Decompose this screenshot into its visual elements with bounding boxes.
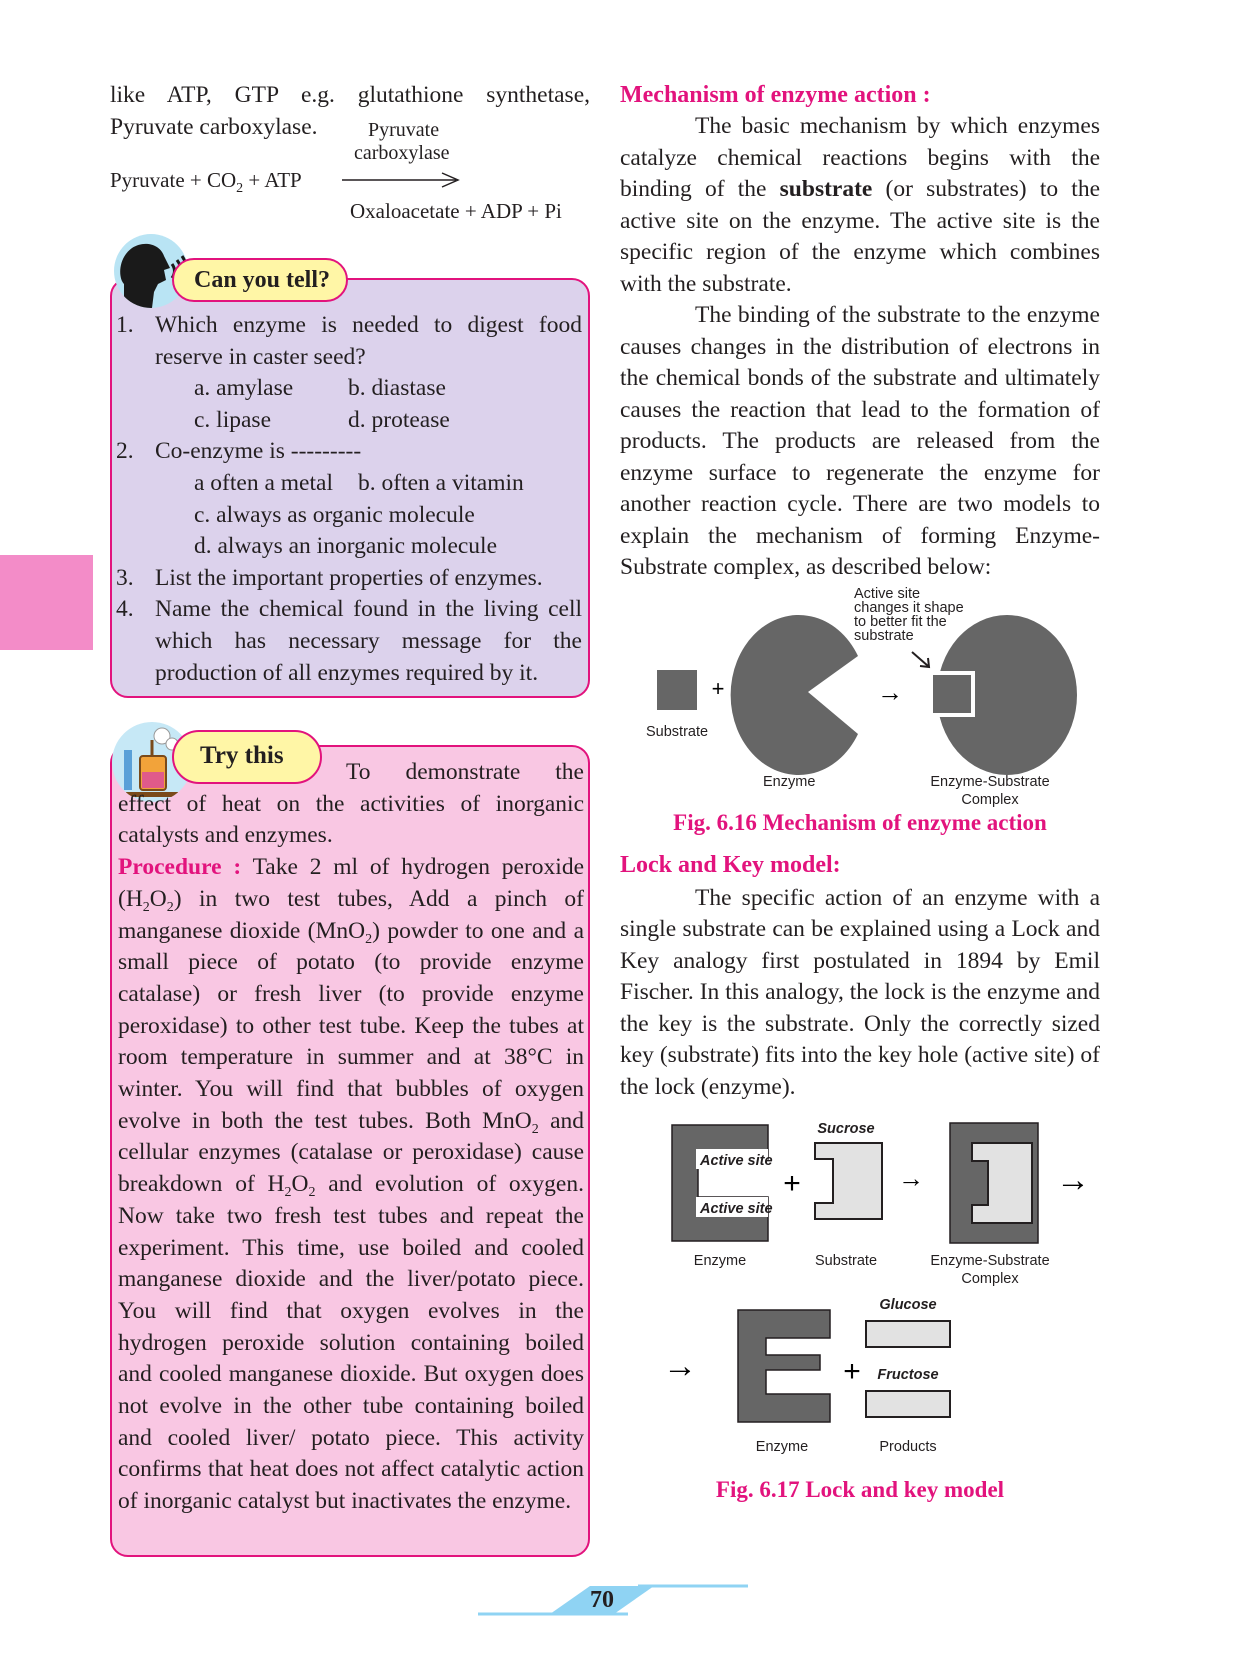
option-c: c. always as organic molecule bbox=[194, 501, 475, 528]
option-d: d. protease bbox=[348, 406, 450, 433]
active-site-note: changes it shape bbox=[854, 599, 964, 616]
intro-text-2: Pyruvate carboxylase. bbox=[110, 113, 318, 140]
plus-sign: + bbox=[783, 1167, 801, 1200]
active-site-note: substrate bbox=[854, 627, 914, 644]
subscript: 2 bbox=[531, 1121, 539, 1137]
aim-line-2: effect of heat on the activities of inorganic catalysts and enzymes. bbox=[118, 790, 584, 849]
reaction-arrow-icon: → bbox=[1056, 1161, 1090, 1199]
pointer-arrow-icon bbox=[912, 652, 928, 666]
fructose-product bbox=[866, 1391, 950, 1417]
active-site-label: Active site bbox=[700, 1201, 773, 1217]
procedure-text-5: and evolution of oxygen. Now take two fresh test tubes and repeat the experiment. This time, use boiled and cooled manganese dioxide and the liver/potato piece. You will find that oxygen evolves in the hydrogen peroxide solution containing boiled and cooled manganese dioxide. But oxygen does not evolve in the other tube containing boiled and cooled liver/ potato piece. This activity confirms that heat does not affect catalytic action of inorganic catalyst but inactivates the enzyme. bbox=[118, 1171, 584, 1515]
procedure-text-2: ) in two test tubes, Add a pinch of manganese dioxide (MnO bbox=[118, 885, 584, 944]
question-text: Co-enzyme is --------- bbox=[155, 438, 362, 465]
procedure-label: Procedure : bbox=[118, 854, 242, 881]
lock-key-paragraph: The specific action of an enzyme with a single substrate can be explained using a Lock and Key analogy first postulated in 1894 by Emil Fischer. In this analogy, the lock is the enzyme and the key is the substrate. Only the correctly sized key (substrate) fits into the key hole (active site) of the lock (enzyme). bbox=[620, 884, 1100, 1100]
substrate-square bbox=[657, 670, 697, 710]
procedure-text-4: and cellular enzymes (catalase or peroxidase) cause breakdown of H bbox=[118, 1107, 585, 1198]
question-item bbox=[116, 563, 582, 595]
option-d: d. always an inorganic molecule bbox=[194, 533, 498, 560]
enzyme-lock-shape bbox=[672, 1125, 768, 1241]
reaction-arrow-icon: → bbox=[663, 1347, 697, 1385]
question-item bbox=[116, 594, 582, 689]
mechanism-paragraph-1 bbox=[620, 111, 1100, 300]
equation-reactants bbox=[110, 167, 302, 196]
complex-label: Complex bbox=[961, 791, 1019, 808]
active-site-note: Active site bbox=[854, 585, 921, 602]
can-you-tell-title: Can you tell? bbox=[172, 258, 348, 302]
intro-line bbox=[110, 80, 590, 112]
enzyme-pacman bbox=[731, 615, 858, 775]
reaction-arrow-icon: → bbox=[898, 1163, 924, 1193]
plus-sign: + bbox=[711, 675, 725, 701]
substrate-label: Substrate bbox=[646, 723, 709, 740]
active-site-label: Active site bbox=[700, 1153, 773, 1169]
plus-sign: + bbox=[843, 1355, 861, 1388]
bound-substrate bbox=[931, 673, 973, 715]
reactants-text: Pyruvate + CO bbox=[110, 167, 237, 192]
try-this-title: Try this bbox=[172, 730, 322, 784]
option-row bbox=[116, 531, 582, 563]
question-list bbox=[116, 310, 582, 689]
left-column bbox=[110, 80, 590, 230]
option-row bbox=[116, 373, 582, 405]
question-text: Name the chemical found in the living cell which has necessary message for the production of all enzymes required by it. bbox=[155, 596, 582, 686]
mech-text-a: The basic mechanism by which enzymes catalyze chemical reactions begins with the binding of the bbox=[620, 113, 1100, 202]
products-label: Products bbox=[879, 1439, 937, 1455]
glucose-label: Glucose bbox=[879, 1297, 937, 1313]
question-number: 3. bbox=[116, 564, 134, 591]
complex-label: Enzyme-Substrate bbox=[930, 773, 1050, 790]
option-row bbox=[116, 500, 582, 532]
enzyme-action-diagram bbox=[620, 584, 1100, 814]
mech-text-b: (or substrates) to the active site on the enzyme. The active site is the specific region of the enzyme which combines with the substrate. bbox=[620, 176, 1100, 297]
subscript: 2 bbox=[166, 899, 174, 915]
complex-label: Enzyme-Substrate bbox=[930, 1253, 1050, 1269]
question-number: 4. bbox=[116, 596, 134, 623]
equation-products: Oxaloacetate + ADP + Pi bbox=[350, 198, 562, 223]
complex-label: Complex bbox=[961, 1271, 1019, 1287]
option-b: b. often a vitamin bbox=[358, 469, 524, 496]
subscript: 2 bbox=[142, 899, 150, 915]
question-item bbox=[116, 436, 582, 468]
reaction-arrow-icon bbox=[342, 170, 462, 190]
procedure-paragraph bbox=[118, 852, 584, 1518]
right-column bbox=[620, 80, 1100, 1503]
glucose-product bbox=[866, 1321, 950, 1347]
sucrose-label: Sucrose bbox=[817, 1121, 875, 1137]
equation-enzyme-name-1: Pyruvate bbox=[368, 118, 440, 141]
intro-text-1: like ATP, GTP e.g. glutathione synthetase, bbox=[110, 82, 590, 108]
option-a: a often a metal bbox=[194, 469, 333, 496]
figure-caption-16: Fig. 6.16 Mechanism of enzyme action bbox=[673, 809, 1047, 835]
subscript: 2 bbox=[284, 1185, 292, 1201]
substrate-key-shape bbox=[815, 1143, 882, 1219]
procedure-text-o: O bbox=[149, 885, 167, 912]
active-site-note: to better fit the bbox=[854, 613, 947, 630]
mechanism-paragraph-2: The binding of the substrate to the enzyme causes changes in the distribution of electrons in the chemical bonds of the substrate and ultimately causes the reaction that lead to the formation of products. The products are released from the enzyme surface to regenerate the enzyme for another reaction cycle. There are two models to explain the mechanism of forming Enzyme-Substrate complex, as described below: bbox=[620, 302, 1100, 580]
page-number: 70 bbox=[590, 1587, 614, 1613]
question-text: Which enzyme is needed to digest food reserve in caster seed? bbox=[155, 312, 582, 370]
option-row bbox=[116, 405, 582, 437]
aim-line-1: To demonstrate the bbox=[346, 759, 584, 785]
lock-key-diagram bbox=[620, 1115, 1100, 1475]
substrate-label: Substrate bbox=[814, 1253, 878, 1269]
question-item bbox=[116, 310, 582, 373]
reaction-equation bbox=[110, 112, 590, 230]
page-number-badge bbox=[478, 1582, 748, 1624]
question-text: List the important properties of enzymes. bbox=[155, 564, 543, 591]
reactants-tail: + ATP bbox=[243, 167, 302, 192]
option-a: a. amylase bbox=[194, 375, 294, 402]
chapter-side-tab bbox=[0, 555, 93, 650]
enzyme-label: Enzyme bbox=[763, 773, 816, 790]
enzyme-label: Enzyme bbox=[693, 1253, 747, 1269]
enzyme-label: Enzyme bbox=[755, 1439, 809, 1455]
enzyme-free-shape bbox=[738, 1310, 830, 1422]
option-row bbox=[116, 468, 582, 500]
question-number: 2. bbox=[116, 438, 134, 465]
mechanism-heading: Mechanism of enzyme action : bbox=[620, 82, 931, 108]
question-number: 1. bbox=[116, 312, 134, 338]
try-this-text bbox=[118, 757, 584, 1518]
procedure-text-o2: O bbox=[291, 1171, 309, 1198]
mech-text-bold: substrate bbox=[779, 176, 873, 202]
fructose-label: Fructose bbox=[877, 1367, 939, 1383]
procedure-text-1: Take 2 ml of hydrogen peroxide (H bbox=[118, 854, 585, 912]
equation-enzyme-name-2: carboxylase bbox=[354, 141, 450, 164]
lock-key-heading: Lock and Key model: bbox=[620, 851, 841, 878]
figure-caption-17: Fig. 6.17 Lock and key model bbox=[715, 1477, 1005, 1502]
option-b: b. diastase bbox=[348, 375, 446, 402]
subscript: 2 bbox=[365, 931, 373, 947]
procedure-text-3: ) powder to one and a small piece of potato (to provide enzyme catalase) or fresh liver (to provide enzyme peroxidase) to other test tube. Keep the tubes at room temperature in summer and at 38°C in winter. You will find that bubbles of oxygen evolve in both the test tubes. Both MnO bbox=[118, 917, 585, 1134]
reaction-arrow-icon: → bbox=[877, 676, 903, 707]
subscript: 2 bbox=[308, 1185, 316, 1201]
reactants-subscript: 2 bbox=[236, 180, 244, 196]
option-c: c. lipase bbox=[194, 406, 271, 433]
